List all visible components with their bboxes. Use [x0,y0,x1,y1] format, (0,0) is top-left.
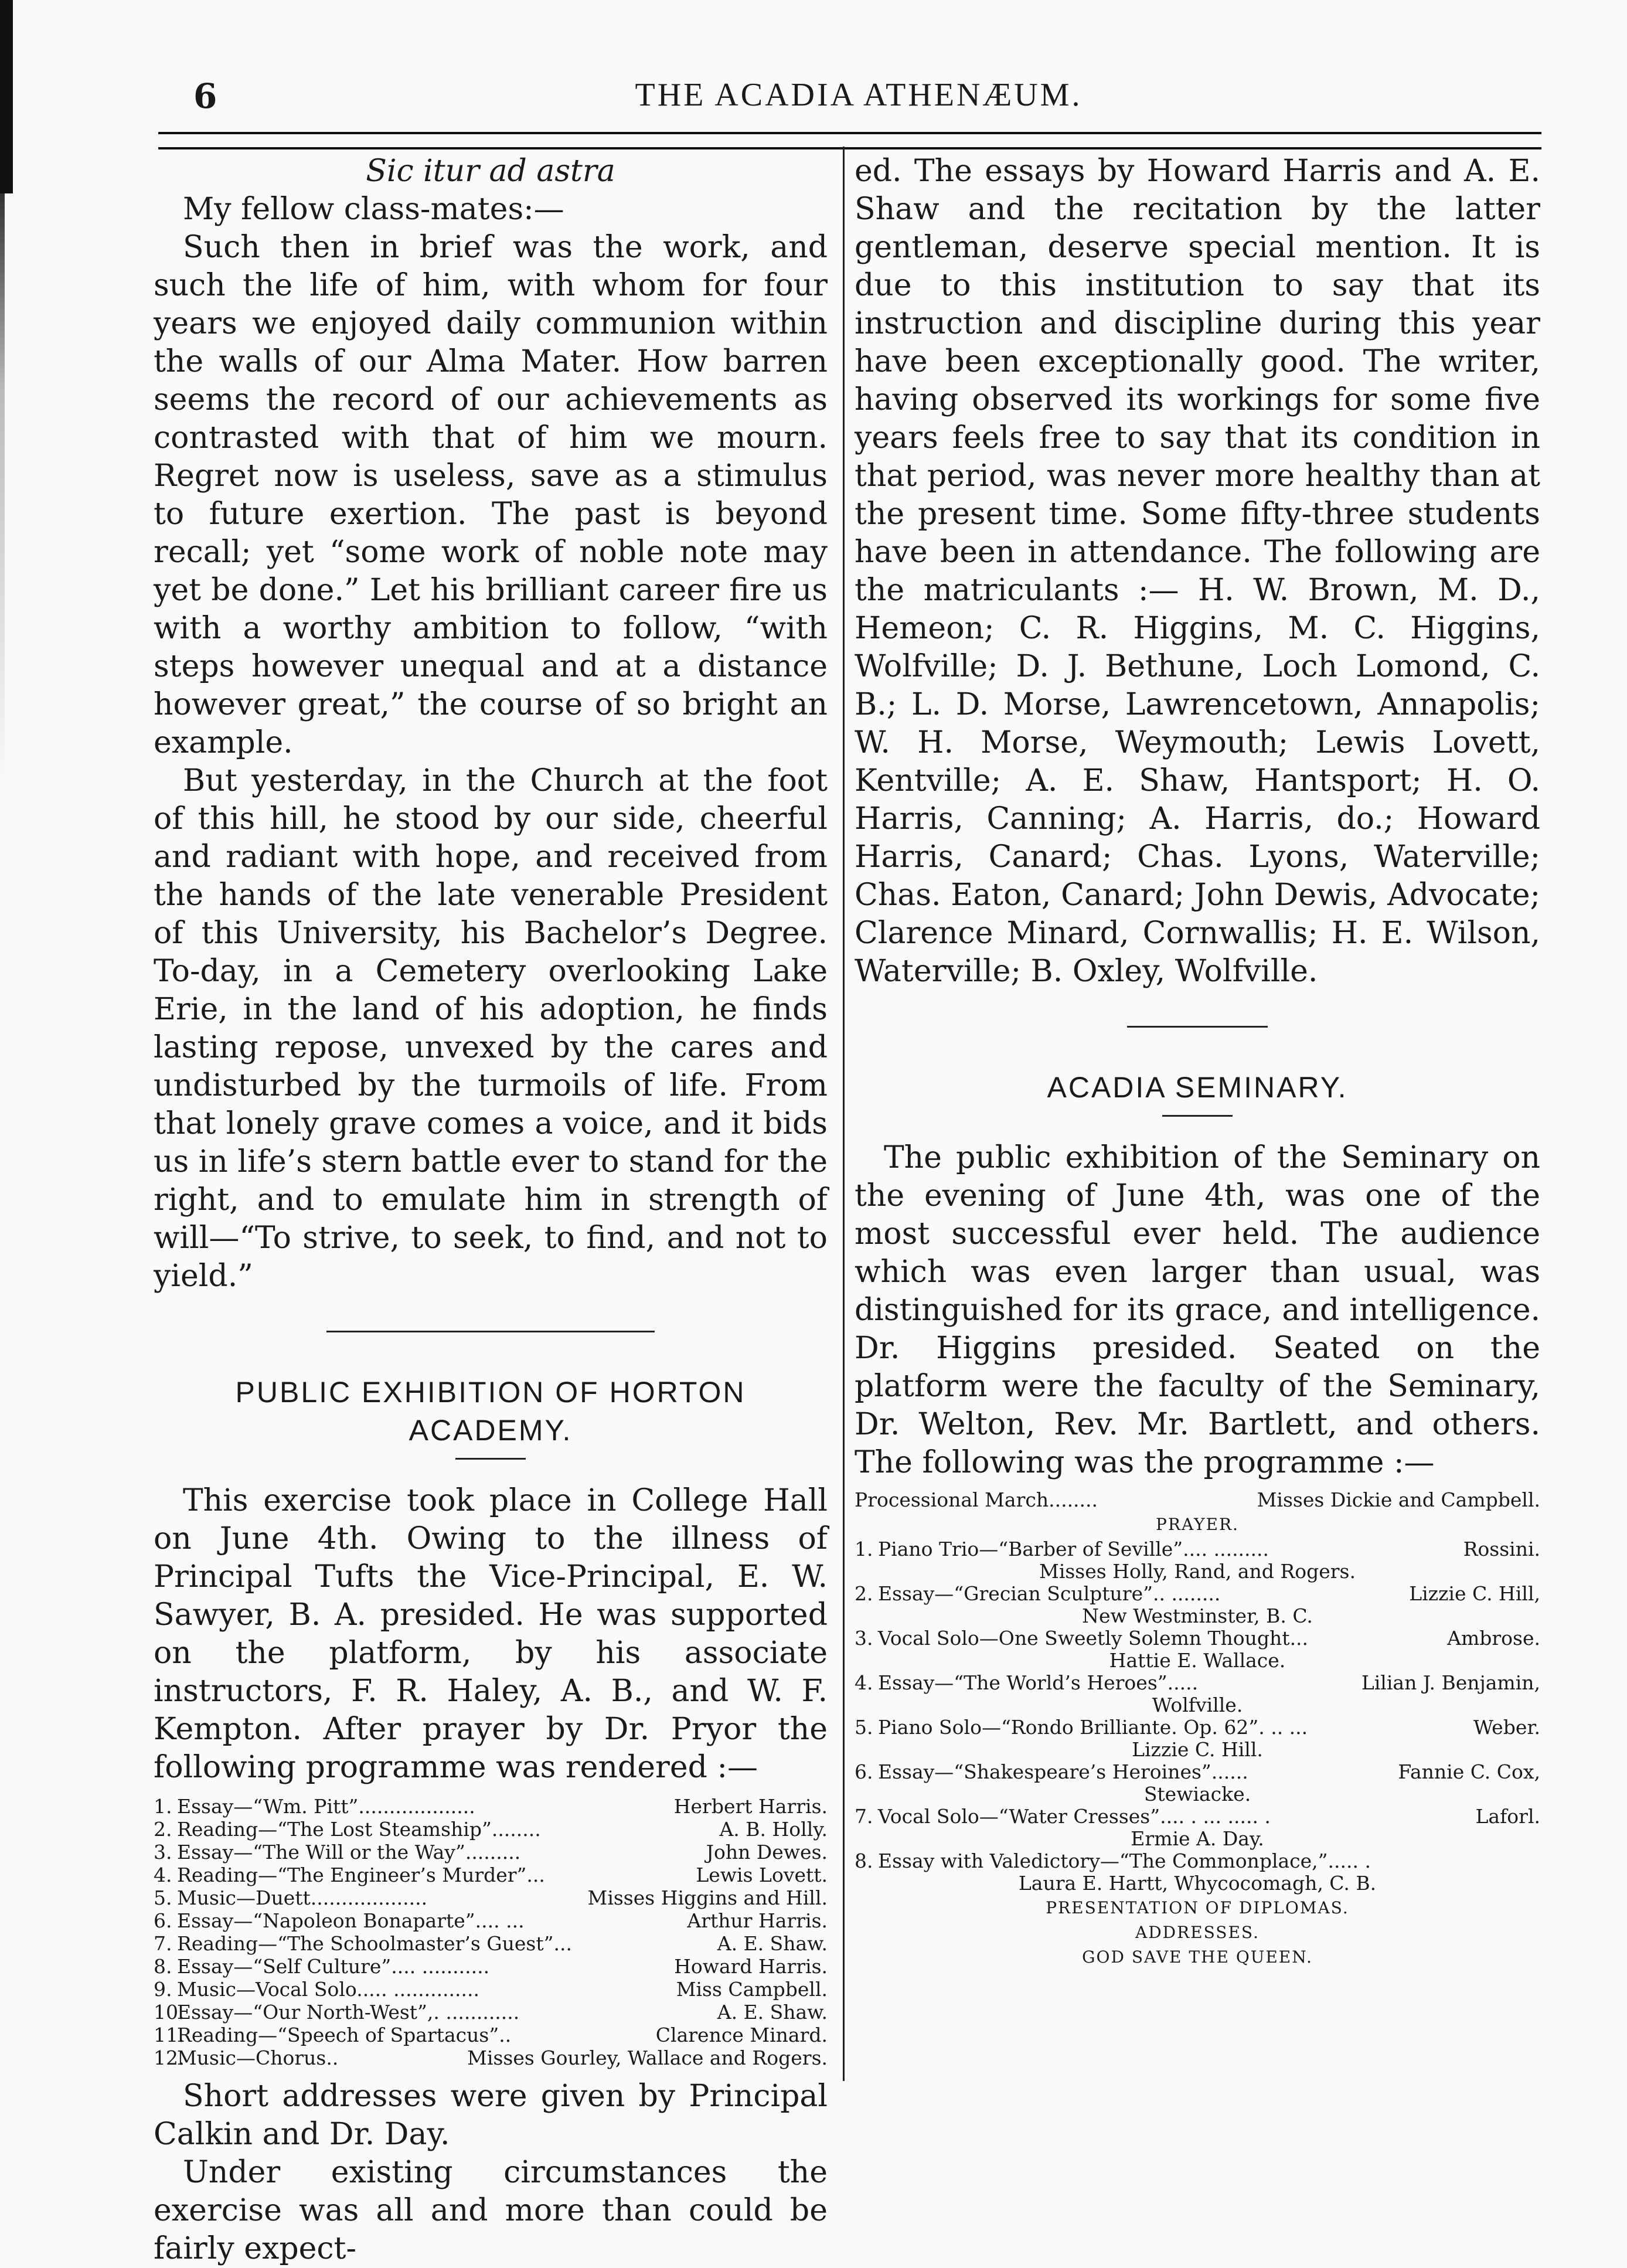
programme-item: 12. Music—Chorus.. Misses Gourley, Wallace and Rogers. [154,2046,828,2069]
programme-item: 2. Essay—“Grecian Sculpture”.. ........ Lizzie C. Hill, [855,1582,1540,1605]
programme-item: 5. Piano Solo—“Rondo Brilliante. Op. 62”. .. ... Weber. [855,1716,1540,1739]
programme-item: 2. Reading—“The Lost Steamship”........ A. B. Holly. [154,1818,828,1841]
programme-subline: Ermie A. Day. [1131,1827,1264,1850]
programme-item: 7. Vocal Solo—“Water Cresses”.... . ... ..... . Laforl. [855,1805,1540,1828]
programme-subline: Hattie E. Wallace. [1109,1649,1286,1672]
column-divider [843,147,845,2081]
programme-item: 11. Reading—“Speech of Spartacus”.. Clarence Minard. [154,2024,828,2046]
section-rule [1127,1026,1268,1028]
running-head [176,76,1541,129]
programme-subline: Lizzie C. Hill. [1132,1738,1263,1761]
motto: Sic itur ad astra [366,154,615,189]
paragraph: But yesterday, in the Church at the foot of this hill, he stood by our side, cheerful and radiant with hope, and received from the hands of the late venerable President of this University, his Bachelor’s Degree. To-day, in a Cemetery overlooking Lake Erie, in the land of his adoption, he finds lasting repose, unvexed by the cares and undisturbed by the turmoils of life. From that lonely grave comes a voice, and it bids us in life’s stern battle ever to stand for the right, and to emulate him in strength of will—“To strive, to seek, to find, and not to yield.” [154,763,828,1294]
programme-item: 6. Essay—“Napoleon Bonaparte”.... ... Arthur Harris. [154,1909,828,1932]
left-column [154,152,828,2268]
programme-item: 5. Music—Duett................... Misses Higgins and Hill. [154,1886,828,1909]
horton-heading: PUBLIC EXHIBITION OF HORTON ACADEMY. [235,1376,746,1447]
presentation-line: PRESENTATION OF DIPLOMAS. [1046,1898,1349,1917]
programme-subline: Misses Holly, Rand, and Rogers. [1039,1560,1356,1583]
programme-item: 4. Essay—“The World’s Heroes”..... Lilian J. Benjamin, [855,1671,1540,1694]
horton-programme [154,1795,828,2069]
programme-item: 3. Essay—“The Will or the Way”......... John Dewes. [154,1841,828,1864]
closing-paragraph: Under existing circumstances the exercise was all and more than could be fairly expect- [154,2155,828,2266]
programme-subline: Stewiacke. [1143,1783,1251,1805]
continuation-paragraph: ed. The essays by Howard Harris and A. E. Shaw and the recitation by the latter gentleman, deserve special mention. It is due to this institution to say that its instruction and discipline during this year have been exceptionally good. The writer, having observed its workings for some five years feels free to say that its condition in that period, was never more healthy than at the present time. Some fifty-three students have been in attendance. The following are the matriculants :— H. W. Brown, M. D., Hemeon; C. R. Higgins, M. C. Higgins, Wolfville; D. J. Bethune, Loch Lomond, C. B.; L. D. Morse, Lawrencetown, Annapolis; W. H. Morse, Weymouth; Lewis Lovett, Kentville; A. E. Shaw, Hantsport; H. O. Harris, Canning; A. Harris, do.; Howard Harris, Canard; Chas. Lyons, Waterville; Chas. Eaton, Canard; John Dewis, Advocate; Clarence Minard, Cornwallis; H. E. Wilson, Waterville; B. Oxley, Wolfville. [855,154,1540,989]
programme-item: 1. Piano Trio—“Barber of Seville”.... ......... Rossini. [855,1538,1540,1560]
section-rule [326,1331,655,1332]
right-column [855,152,1540,1971]
closing-paragraph: Short addresses were given by Principal Calkin and Dr. Day. [154,2079,828,2152]
prayer-line: PRAYER. [1156,1515,1239,1534]
paragraph: Such then in brief was the work, and such the life of him, with whom for four years we enjoyed daily communion within the walls of our Alma Mater. How barren seems the record of our achievements as contrasted with that of him we mourn. Regret now is useless, save as a stimulus to future exertion. The past is beyond recall; yet “some work of noble note may yet be done.” Let his brilliant career fire us with a worthy ambition to follow, “with steps however unequal and at a distance however great,” the course of so bright an example. [154,230,828,760]
seminary-programme [855,1489,1540,1968]
programme-subline: Laura E. Hartt, Whycocomagh, C. B. [1018,1872,1377,1895]
programme-item: 1. Essay—“Wm. Pitt”................... Herbert Harris. [154,1795,828,1818]
seminary-intro: The public exhibition of the Seminary on the evening of June 4th, was one of the most successful ever held. The audience which was even larger than usual, was distinguished for its grace, and intelligence. Dr. Higgins presided. Seated on the platform were the faculty of the Seminary, Dr. Welton, Rev. Mr. Bartlett, and others. The following was the programme :— [855,1140,1540,1480]
programme-item: 7. Reading—“The Schoolmaster’s Guest”... A. E. Shaw. [154,1932,828,1955]
horton-intro: This exercise took place in College Hall on June 4th. Owing to the illness of Principal Tufts the Vice-Principal, E. W. Sawyer, B. A. presided. He was supported on the platform, by his associate instructors, F. R. Haley, A. B., and W. F. Kempton. After prayer by Dr. Pryor the following programme was rendered :— [154,1483,828,1785]
addresses-line: ADDRESSES. [1135,1923,1260,1942]
scan-edge-shadow [0,0,13,193]
programme-item: 9. Music—Vocal Solo..... .............. Miss Campbell. [154,1978,828,2001]
programme-item: 4. Reading—“The Engineer’s Murder”... Lewis Lovett. [154,1864,828,1886]
programme-item: 3. Vocal Solo—One Sweetly Solemn Thought... Ambrose. [855,1627,1540,1650]
god-save-line: GOD SAVE THE QUEEN. [1082,1947,1313,1967]
programme-item: 8. Essay—“Self Culture”.... ........... Howard Harris. [154,1955,828,1978]
programme-item: 8. Essay with Valedictory—“The Commonplace,”..... . [855,1849,1371,1872]
header-double-rule [158,132,1541,149]
salutation: My fellow class-mates:— [183,192,564,227]
programme-item: 10. Essay—“Our North-West”,. ............ A. E. Shaw. [154,2001,828,2024]
page-number: 6 [193,76,217,116]
heading-rule [455,1458,526,1460]
programme-subline: New Westminster, B. C. [1082,1604,1313,1627]
programme-subline: Wolfville. [1152,1694,1243,1716]
scan-edge-fade [0,193,5,2187]
programme-item: 6. Essay—“Shakespeare’s Heroines”...... Fannie C. Cox, [855,1760,1540,1783]
seminary-heading: ACADIA SEMINARY. [1047,1071,1348,1104]
publication-title: THE ACADIA ATHENÆUM. [635,77,1083,113]
processional-row: Processional March........ Misses Dickie and Campbell. [855,1488,1540,1511]
heading-rule [1162,1115,1233,1117]
